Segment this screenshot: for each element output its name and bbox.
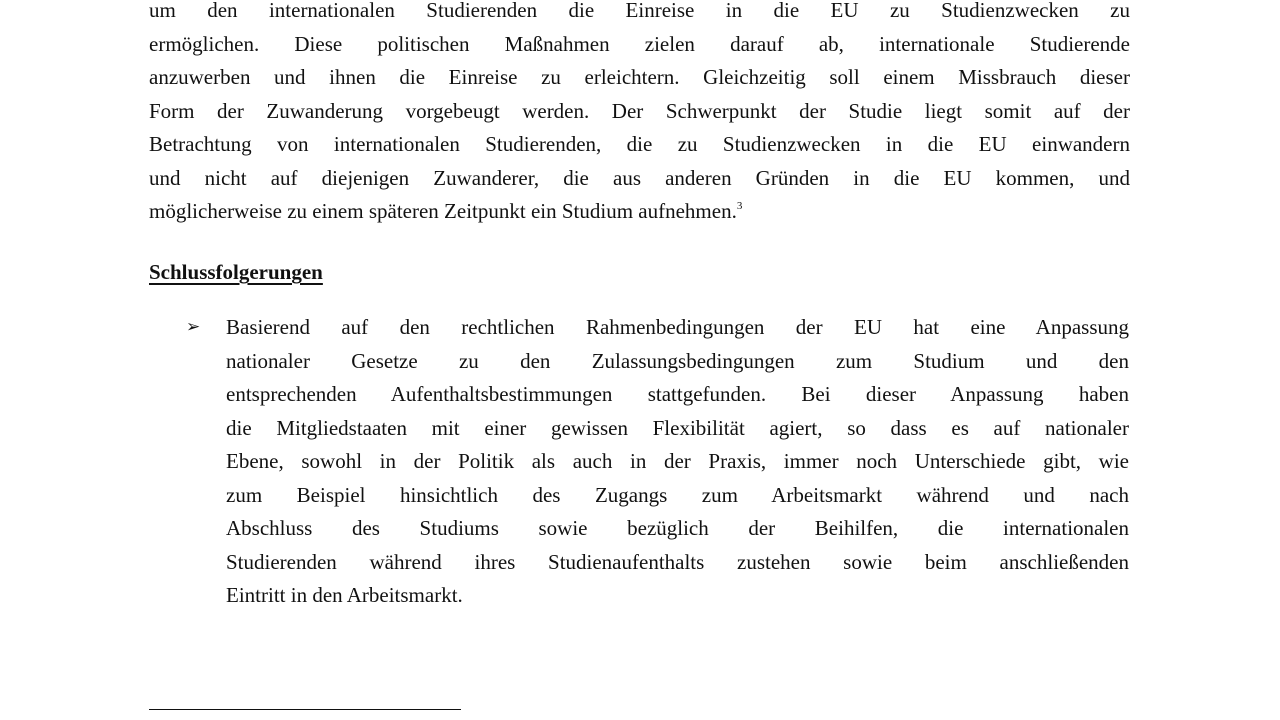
bullet-line: Studierenden während ihres Studienaufenthalts zustehen sowie beim anschließenden — [226, 549, 1129, 574]
paragraph-line-text: möglicherweise zu einem späteren Zeitpunkt ein Studium aufnehmen. — [149, 199, 737, 223]
paragraph-line: anzuwerben und ihnen die Einreise zu erleichtern. Gleichzeitig soll einem Missbrauch dieser — [149, 65, 1130, 89]
paragraph-line: um den internationalen Studierenden die Einreise in die EU zu Studienzwecken zu — [149, 0, 1130, 22]
footnote-reference[interactable]: 3 — [736, 200, 743, 212]
bullet-line: Ebene, sowohl in der Politik als auch in der Praxis, immer noch Unterschiede gibt, wie — [226, 449, 1129, 473]
bullet-line: entsprechenden Aufenthaltsbestimmungen stattgefunden. Bei dieser Anpassung haben — [226, 382, 1129, 406]
footnote-separator — [149, 709, 461, 710]
paragraph-line-last — [149, 195, 1130, 229]
bullet-line: Abschluss des Studiums sowie bezüglich der Beihilfen, die internationalen — [226, 516, 1129, 540]
paragraph-line: ermöglichen. Diese politischen Maßnahmen zielen darauf ab, internationale Studierende — [149, 31, 1130, 56]
intro-paragraph — [149, 0, 1130, 229]
bullet-line: die Mitgliedstaaten mit einer gewissen Flexibilität agiert, so dass es auf nationaler — [226, 415, 1129, 440]
paragraph-line: Form der Zuwanderung vorgebeugt werden. Der Schwerpunkt der Studie liegt somit auf der — [149, 98, 1130, 123]
bullet-line: zum Beispiel hinsichtlich des Zugangs zum Arbeitsmarkt während und nach — [226, 482, 1129, 507]
bullet-line-last: Eintritt in den Arbeitsmarkt. — [226, 583, 463, 607]
paragraph-line: und nicht auf diejenigen Zuwanderer, die aus anderen Gründen in die EU kommen, und — [149, 165, 1130, 190]
paragraph-line: Betrachtung von internationalen Studierenden, die zu Studienzwecken in die EU einwandern — [149, 132, 1130, 156]
bullet-line: nationaler Gesetze zu den Zulassungsbedingungen zum Studium und den — [226, 348, 1129, 373]
section-heading: Schlussfolgerungen — [149, 260, 323, 284]
bullet-text — [226, 311, 1129, 613]
bullet-line: Basierend auf den rechtlichen Rahmenbedingungen der EU hat eine Anpassung — [226, 315, 1129, 339]
arrow-bullet-icon: ➢ — [186, 317, 201, 337]
